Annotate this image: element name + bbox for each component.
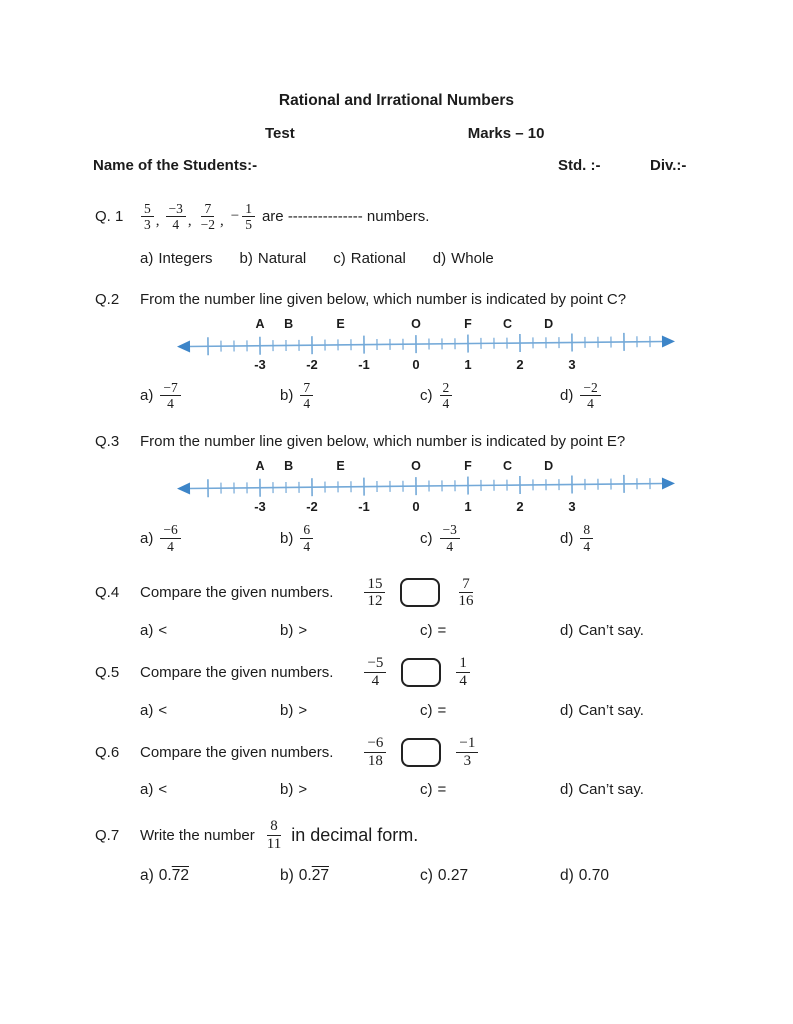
fraction	[456, 735, 478, 770]
question-3-number: Q.3	[95, 433, 120, 451]
option-value	[299, 867, 329, 885]
tick-label: -3	[254, 357, 266, 373]
fraction	[455, 576, 476, 611]
option-label: b)	[280, 622, 294, 640]
fraction-numerator: 6	[300, 522, 313, 538]
question-4-options	[140, 622, 793, 639]
fraction	[580, 380, 600, 411]
option	[560, 867, 793, 885]
option-label: b)	[280, 781, 294, 799]
right-arrow-icon	[662, 478, 675, 490]
tick-label: -2	[306, 357, 318, 373]
question-6-options	[140, 781, 793, 798]
option-label: d)	[560, 387, 574, 405]
page-title: Rational and Irrational Numbers	[278, 92, 515, 109]
number-line-svg	[176, 316, 676, 374]
fraction-denominator: 16	[458, 593, 474, 610]
option	[560, 522, 793, 553]
fraction-numerator: −1	[456, 735, 478, 753]
fraction	[264, 818, 284, 853]
option-label: d)	[560, 781, 574, 799]
question-6-text: Compare the given numbers.	[140, 743, 334, 761]
question-5-number: Q.5	[95, 664, 120, 682]
fraction-numerator: −2	[580, 380, 600, 396]
tick-label: 0	[412, 499, 420, 515]
fraction-numerator: 5	[141, 201, 154, 217]
fraction-denominator: 4	[587, 396, 594, 412]
question-5-comparison	[363, 655, 470, 690]
option-text: Can’t say.	[578, 781, 644, 799]
question-5-text: Compare the given numbers.	[140, 664, 334, 682]
decimal-digits: 0.	[298, 867, 312, 885]
option	[280, 867, 420, 885]
tick-label: 0	[412, 357, 420, 373]
point-label: F	[464, 317, 472, 332]
point-label: D	[544, 317, 554, 332]
option-text: Can’t say.	[578, 701, 644, 719]
option-text: <	[158, 781, 168, 799]
option-text: =	[437, 781, 447, 799]
question-7	[95, 818, 793, 853]
question-1-number: Q. 1	[95, 208, 124, 226]
question-6-number: Q.6	[95, 743, 120, 761]
option	[280, 702, 420, 719]
tick-label: -3	[254, 499, 266, 515]
option	[140, 781, 280, 798]
tick-label: 3	[568, 499, 576, 515]
decimal-digits: 0.27	[437, 867, 469, 885]
option-value	[438, 867, 468, 885]
fraction-numerator: 7	[459, 576, 473, 594]
question-1-text: are --------------- numbers.	[261, 208, 430, 226]
option-label: c)	[333, 250, 346, 268]
fraction-denominator: 4	[172, 217, 180, 233]
fraction-denominator: 4	[583, 538, 591, 554]
question-4	[95, 576, 793, 611]
option	[420, 622, 560, 639]
fraction-denominator: 3	[463, 752, 472, 769]
option	[280, 781, 420, 798]
decimal-digits: 0.70	[578, 867, 609, 885]
option	[560, 380, 793, 411]
question-3	[95, 433, 793, 450]
option-text: <	[158, 701, 168, 719]
fraction	[300, 522, 313, 553]
point-label: D	[544, 459, 554, 474]
fraction-numerator: −3	[166, 201, 186, 217]
option-text: Can’t say.	[578, 622, 644, 640]
question-6-comparison	[363, 735, 479, 770]
tick-label: 1	[464, 499, 472, 515]
right-arrow-icon	[662, 336, 675, 348]
option	[140, 380, 280, 411]
option-label: c)	[420, 701, 433, 719]
fraction-numerator: 1	[456, 655, 470, 673]
option-label: b)	[280, 387, 294, 405]
fraction-denominator: 3	[144, 217, 151, 233]
option-label: a)	[140, 867, 154, 885]
option	[240, 250, 307, 267]
option-label: a)	[140, 622, 154, 640]
question-2-options	[140, 380, 793, 411]
comma: ,	[155, 213, 160, 230]
repeating-digits-overline: 27	[311, 867, 329, 885]
fraction	[440, 522, 460, 553]
option	[333, 250, 406, 267]
question-7-number: Q.7	[95, 827, 120, 845]
option	[433, 250, 494, 267]
comparison-answer-box	[401, 658, 441, 687]
fraction	[456, 655, 470, 690]
question-6	[95, 735, 793, 770]
option	[280, 522, 420, 553]
fraction-denominator: 4	[446, 538, 454, 554]
option	[140, 867, 280, 885]
tick-label: 2	[516, 499, 524, 515]
option-text: Natural	[257, 250, 307, 268]
option-text: =	[437, 701, 447, 719]
fraction-denominator: 4	[167, 396, 174, 412]
option-text: Rational	[350, 250, 406, 268]
left-arrow-icon	[177, 341, 190, 353]
option-label: b)	[280, 867, 294, 885]
option-label: d)	[560, 867, 574, 885]
option-text: Integers	[158, 250, 213, 268]
option	[420, 867, 560, 885]
question-7-text-before: Write the number	[140, 827, 255, 845]
tick-label: -1	[358, 357, 370, 373]
fraction-numerator: 7	[201, 201, 214, 217]
point-label: F	[464, 459, 472, 474]
fraction	[198, 201, 218, 232]
fraction	[166, 201, 186, 232]
option-label: a)	[140, 387, 154, 405]
option-text: >	[298, 781, 308, 799]
question-3-options	[140, 522, 793, 553]
question-2-text: From the number line given below, which number is indicated by point C?	[140, 291, 627, 309]
fraction-numerator: 1	[242, 201, 255, 217]
tick-label: 2	[516, 357, 524, 373]
fraction	[300, 380, 313, 411]
comparison-answer-box	[400, 578, 440, 607]
fraction-numerator: 2	[440, 380, 453, 396]
question-5-options	[140, 702, 793, 719]
option-text: >	[298, 701, 308, 719]
question-1	[95, 201, 793, 232]
option-label: b)	[280, 529, 294, 547]
fraction-numerator: −5	[364, 655, 386, 673]
option	[560, 781, 793, 798]
option-label: b)	[239, 250, 253, 268]
fraction-denominator: 5	[245, 217, 252, 233]
question-4-comparison	[363, 576, 477, 611]
option-label: c)	[420, 529, 433, 547]
question-3-text: From the number line given below, which number is indicated by point E?	[140, 433, 626, 451]
point-label: A	[255, 459, 265, 474]
option	[140, 250, 213, 267]
question-4-text: Compare the given numbers.	[140, 584, 334, 602]
number-line-q3	[176, 458, 676, 516]
subtitle-row	[0, 125, 793, 142]
question-7-options	[140, 867, 793, 885]
tick-label: 3	[568, 357, 576, 373]
left-arrow-icon	[177, 483, 190, 495]
fraction-numerator: −6	[160, 522, 180, 538]
option	[280, 622, 420, 639]
question-7-fraction	[263, 818, 285, 853]
fraction-numerator: −7	[160, 380, 180, 396]
fraction-denominator: 4	[303, 538, 311, 554]
tick-label: 1	[464, 357, 472, 373]
fraction	[364, 735, 386, 770]
fraction	[242, 201, 255, 232]
option-text: =	[437, 622, 447, 640]
question-1-fractions	[140, 201, 256, 232]
fraction	[160, 522, 180, 553]
tick-label: -2	[306, 499, 318, 515]
option-value	[579, 867, 609, 885]
point-label: C	[502, 459, 513, 474]
point-label: C	[502, 317, 513, 332]
fraction-denominator: −2	[200, 217, 215, 233]
option	[420, 702, 560, 719]
option-text: Whole	[451, 250, 494, 268]
option-label: c)	[420, 781, 433, 799]
comma: ,	[220, 213, 224, 230]
comparison-answer-box	[401, 738, 441, 767]
option	[140, 522, 280, 553]
fraction-numerator: 15	[364, 576, 385, 594]
fraction-denominator: 4	[167, 538, 174, 554]
option	[420, 781, 560, 798]
test-label: Test	[265, 125, 295, 142]
fraction	[364, 655, 386, 690]
fraction-numerator: −3	[440, 522, 460, 538]
fraction-denominator: 4	[442, 396, 450, 412]
point-label: O	[411, 459, 421, 474]
point-label: A	[255, 317, 265, 332]
fraction	[580, 522, 593, 553]
option	[280, 380, 420, 411]
option-label: d)	[560, 622, 574, 640]
fraction-numerator: −6	[364, 735, 386, 753]
fraction-denominator: 4	[303, 396, 311, 412]
fraction	[364, 576, 385, 611]
fraction-denominator: 4	[459, 673, 467, 690]
option-label: d)	[560, 529, 574, 547]
option-label: a)	[140, 250, 154, 268]
fraction-denominator: 11	[266, 836, 282, 853]
option-text: <	[158, 622, 168, 640]
decimal-digits: 0.	[158, 867, 172, 885]
option-label: d)	[560, 701, 574, 719]
fraction-numerator: 8	[580, 522, 593, 538]
option	[140, 702, 280, 719]
fraction	[141, 201, 154, 232]
fraction	[160, 380, 180, 411]
number-line-q2	[176, 316, 676, 374]
std-label: Std. :-	[558, 157, 601, 174]
point-label: B	[284, 317, 294, 332]
option	[420, 522, 560, 553]
fraction-denominator: 12	[367, 593, 383, 610]
option-label: c)	[420, 867, 433, 885]
point-label: B	[284, 459, 294, 474]
fraction-denominator: 4	[371, 673, 380, 690]
option-label: b)	[280, 701, 294, 719]
option-text: >	[298, 622, 308, 640]
student-name-label: Name of the Students:-	[93, 157, 258, 174]
comma: ,	[187, 213, 192, 230]
option	[560, 702, 793, 719]
option	[560, 622, 793, 639]
student-info-row	[0, 157, 793, 177]
fraction-numerator: 8	[267, 818, 281, 836]
option-label: c)	[420, 622, 433, 640]
point-label: E	[336, 317, 345, 332]
option	[420, 380, 560, 411]
question-2	[95, 291, 793, 308]
option-label: c)	[420, 387, 433, 405]
option-label: a)	[140, 781, 154, 799]
option-value	[159, 867, 189, 885]
point-label: O	[411, 317, 421, 332]
option-label: d)	[432, 250, 447, 268]
question-4-number: Q.4	[95, 584, 120, 602]
option-label: a)	[140, 701, 154, 719]
question-5	[95, 655, 793, 690]
div-label: Div.:-	[650, 157, 687, 174]
repeating-digits-overline: 72	[171, 867, 189, 885]
question-1-options	[140, 250, 793, 267]
fraction-denominator: 18	[367, 752, 383, 769]
question-7-text-after: in decimal form.	[291, 825, 419, 846]
option-label: a)	[140, 529, 154, 547]
tick-label: -1	[358, 499, 370, 515]
point-label: E	[336, 459, 345, 474]
fraction-numerator: 7	[300, 380, 313, 396]
minus-sign: −	[230, 208, 240, 225]
option	[140, 622, 280, 639]
number-line-svg	[176, 458, 676, 516]
question-2-number: Q.2	[95, 291, 120, 309]
fraction	[440, 380, 453, 411]
marks-label: Marks – 10	[467, 125, 545, 142]
